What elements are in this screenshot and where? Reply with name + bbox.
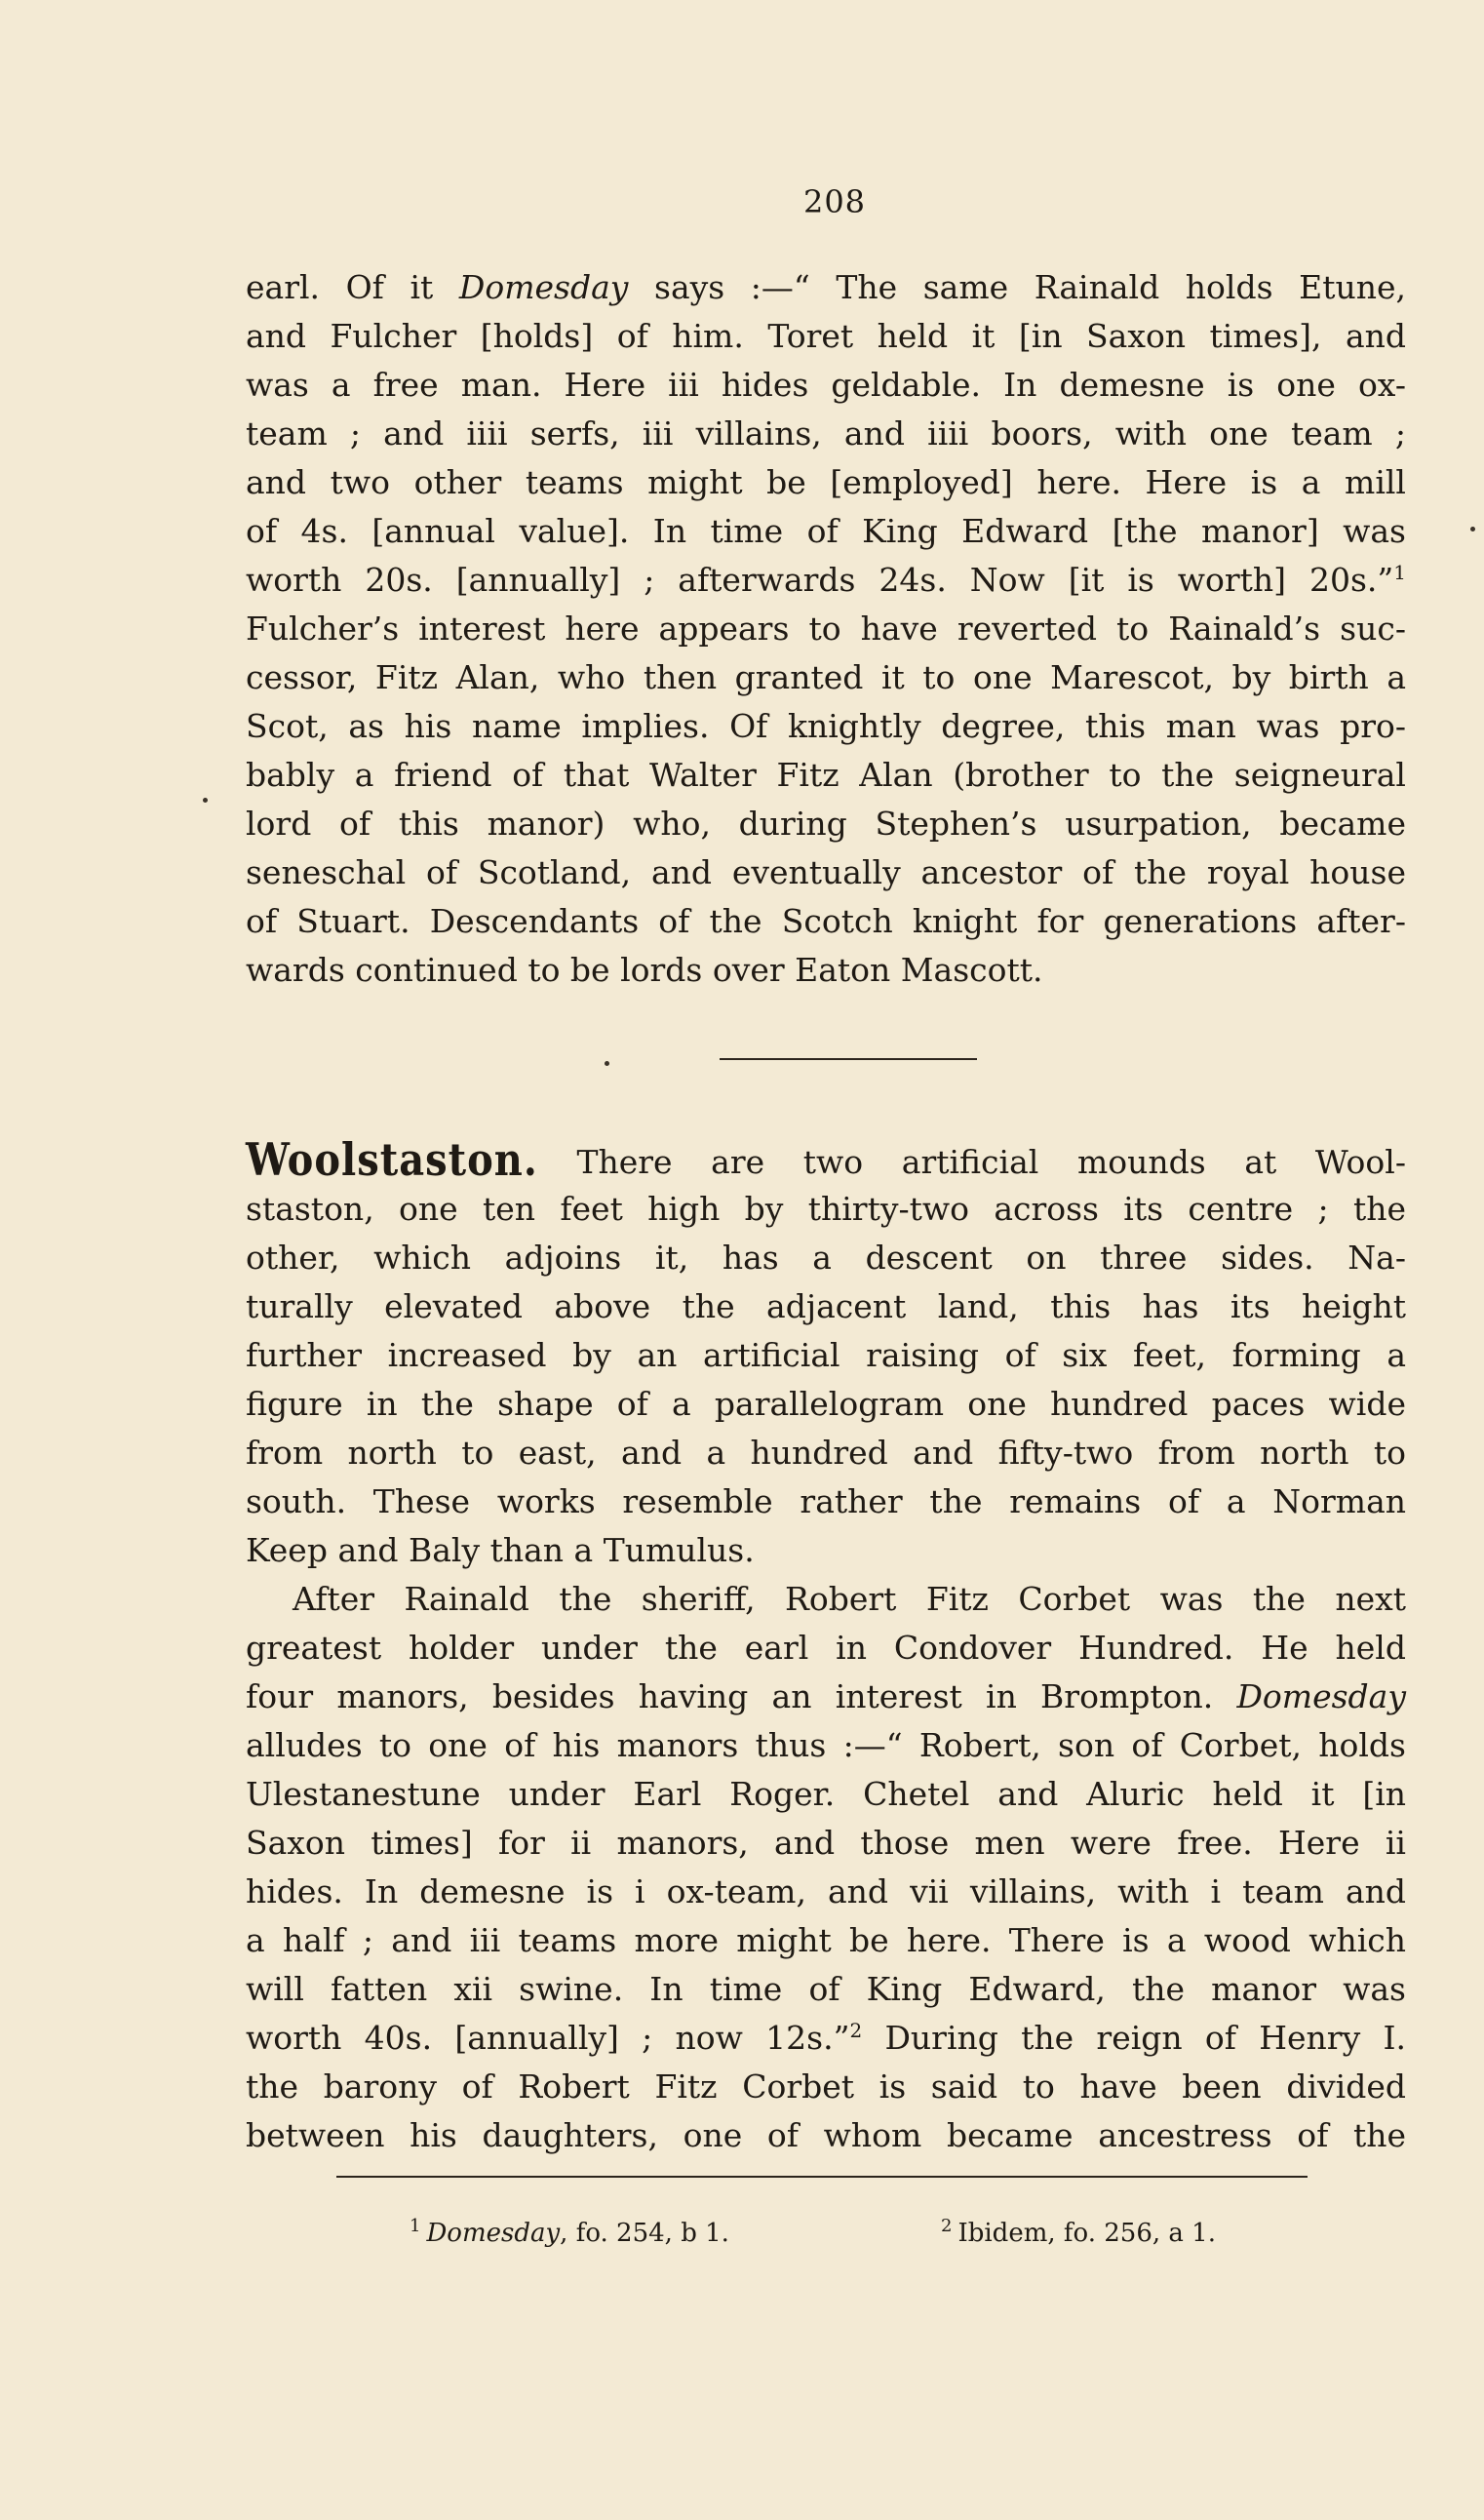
section-heading: Woolstaston. xyxy=(246,1133,538,1187)
footnote-divider xyxy=(336,2176,1308,2178)
text-line: further increased by an artificial raising of six feet, forming a xyxy=(246,1336,1406,1374)
text-line: a half ; and iii teams more might be here. There is a wood which xyxy=(246,1921,1406,1959)
text-line: four manors, besides having an interest in Brompton. Domesday xyxy=(246,1677,1406,1715)
text-line: team ; and iiii serfs, iii villains, and iiii boors, with one team ; xyxy=(246,414,1406,453)
footnote-ref: 1 xyxy=(1393,561,1406,584)
text-line: was a free man. Here iii hides geldable. In demesne is one ox- xyxy=(246,366,1406,404)
text-line: staston, one ten feet high by thirty-two across its centre ; the xyxy=(246,1190,1406,1228)
text-line: lord of this manor) who, during Stephen’s usurpation, became xyxy=(246,805,1406,843)
paper-speck xyxy=(1470,527,1475,532)
page-number: 208 xyxy=(802,183,867,220)
footnote-ref: 2 xyxy=(849,2019,863,2042)
text-line: and two other teams might be [employed] here. Here is a mill xyxy=(246,463,1406,501)
section-woolstaston xyxy=(246,1133,1406,2160)
text-line: Saxon times] for ii manors, and those men were free. Here ii xyxy=(246,1824,1406,1862)
text-line: cessor, Fitz Alan, who then granted it to one Marescot, by birth a xyxy=(246,658,1406,696)
text-line: the barony of Robert Fitz Corbet is said to have been divided xyxy=(246,2067,1406,2106)
text-line: wards continued to be lords over Eaton Mascott. xyxy=(246,951,1043,989)
text-line: worth 40s. [annually] ; now 12s.”$^2$ During the reign of Henry I. xyxy=(246,2019,1406,2057)
text-line: turally elevated above the adjacent land, this has its height xyxy=(246,1287,1406,1325)
text-line: bably a friend of that Walter Fitz Alan (brother to the seigneural xyxy=(246,756,1406,794)
text-line: Keep and Baly than a Tumulus. xyxy=(246,1531,755,1569)
paper-speck xyxy=(203,798,208,803)
footnote-1: $^1$ Domesday, fo. 254, b 1. xyxy=(410,2216,729,2248)
section-divider xyxy=(720,1058,977,1060)
text-line: south. These works resemble rather the remains of a Norman xyxy=(246,1482,1406,1520)
text-line: Ulestanestune under Earl Roger. Chetel and Aluric held it [in xyxy=(246,1775,1406,1813)
text-line: Woolstaston. There are two artificial mounds at Wool- xyxy=(246,1136,1406,1185)
text-line: earl. Of it Domesday says :—“ The same Rainald holds Etune, xyxy=(246,268,1407,306)
text-line: seneschal of Scotland, and eventually ancestor of the royal house xyxy=(246,853,1406,891)
text-line: figure in the shape of a parallelogram one hundred paces wide xyxy=(246,1385,1406,1423)
paragraph-eaton-mascott xyxy=(246,263,1406,995)
text-line: worth 20s. [annually] ; afterwards 24s. Now [it is worth] 20s.”$^1$ xyxy=(246,561,1406,599)
text-line: Fulcher’s interest here appears to have reverted to Rainald’s suc- xyxy=(246,610,1406,648)
text-line: greatest holder under the earl in Condover Hundred. He held xyxy=(246,1629,1406,1667)
text-line: alludes to one of his manors thus :—“ Robert, son of Corbet, holds xyxy=(246,1726,1406,1764)
text-line: After Rainald the sheriff, Robert Fitz Corbet was the next xyxy=(293,1580,1406,1618)
text-line: hides. In demesne is i ox-team, and vii villains, with i team and xyxy=(246,1872,1406,1910)
paper-speck xyxy=(605,1061,609,1066)
text-line: will fatten xii swine. In time of King Edward, the manor was xyxy=(246,1970,1406,2008)
text-line: from north to east, and a hundred and fifty-two from north to xyxy=(246,1434,1406,1472)
text-line: and Fulcher [holds] of him. Toret held it [in Saxon times], and xyxy=(246,317,1406,355)
footnote-2: $^2$ Ibidem, fo. 256, a 1. xyxy=(941,2216,1216,2248)
text-line: of 4s. [annual value]. In time of King Edward [the manor] was xyxy=(246,512,1406,550)
text-line: between his daughters, one of whom became ancestress of the xyxy=(246,2116,1406,2154)
text-line: Scot, as his name implies. Of knightly degree, this man was pro- xyxy=(246,707,1406,745)
text-line: other, which adjoins it, has a descent on three sides. Na- xyxy=(246,1239,1406,1277)
text-line: of Stuart. Descendants of the Scotch knight for generations after- xyxy=(246,902,1406,940)
